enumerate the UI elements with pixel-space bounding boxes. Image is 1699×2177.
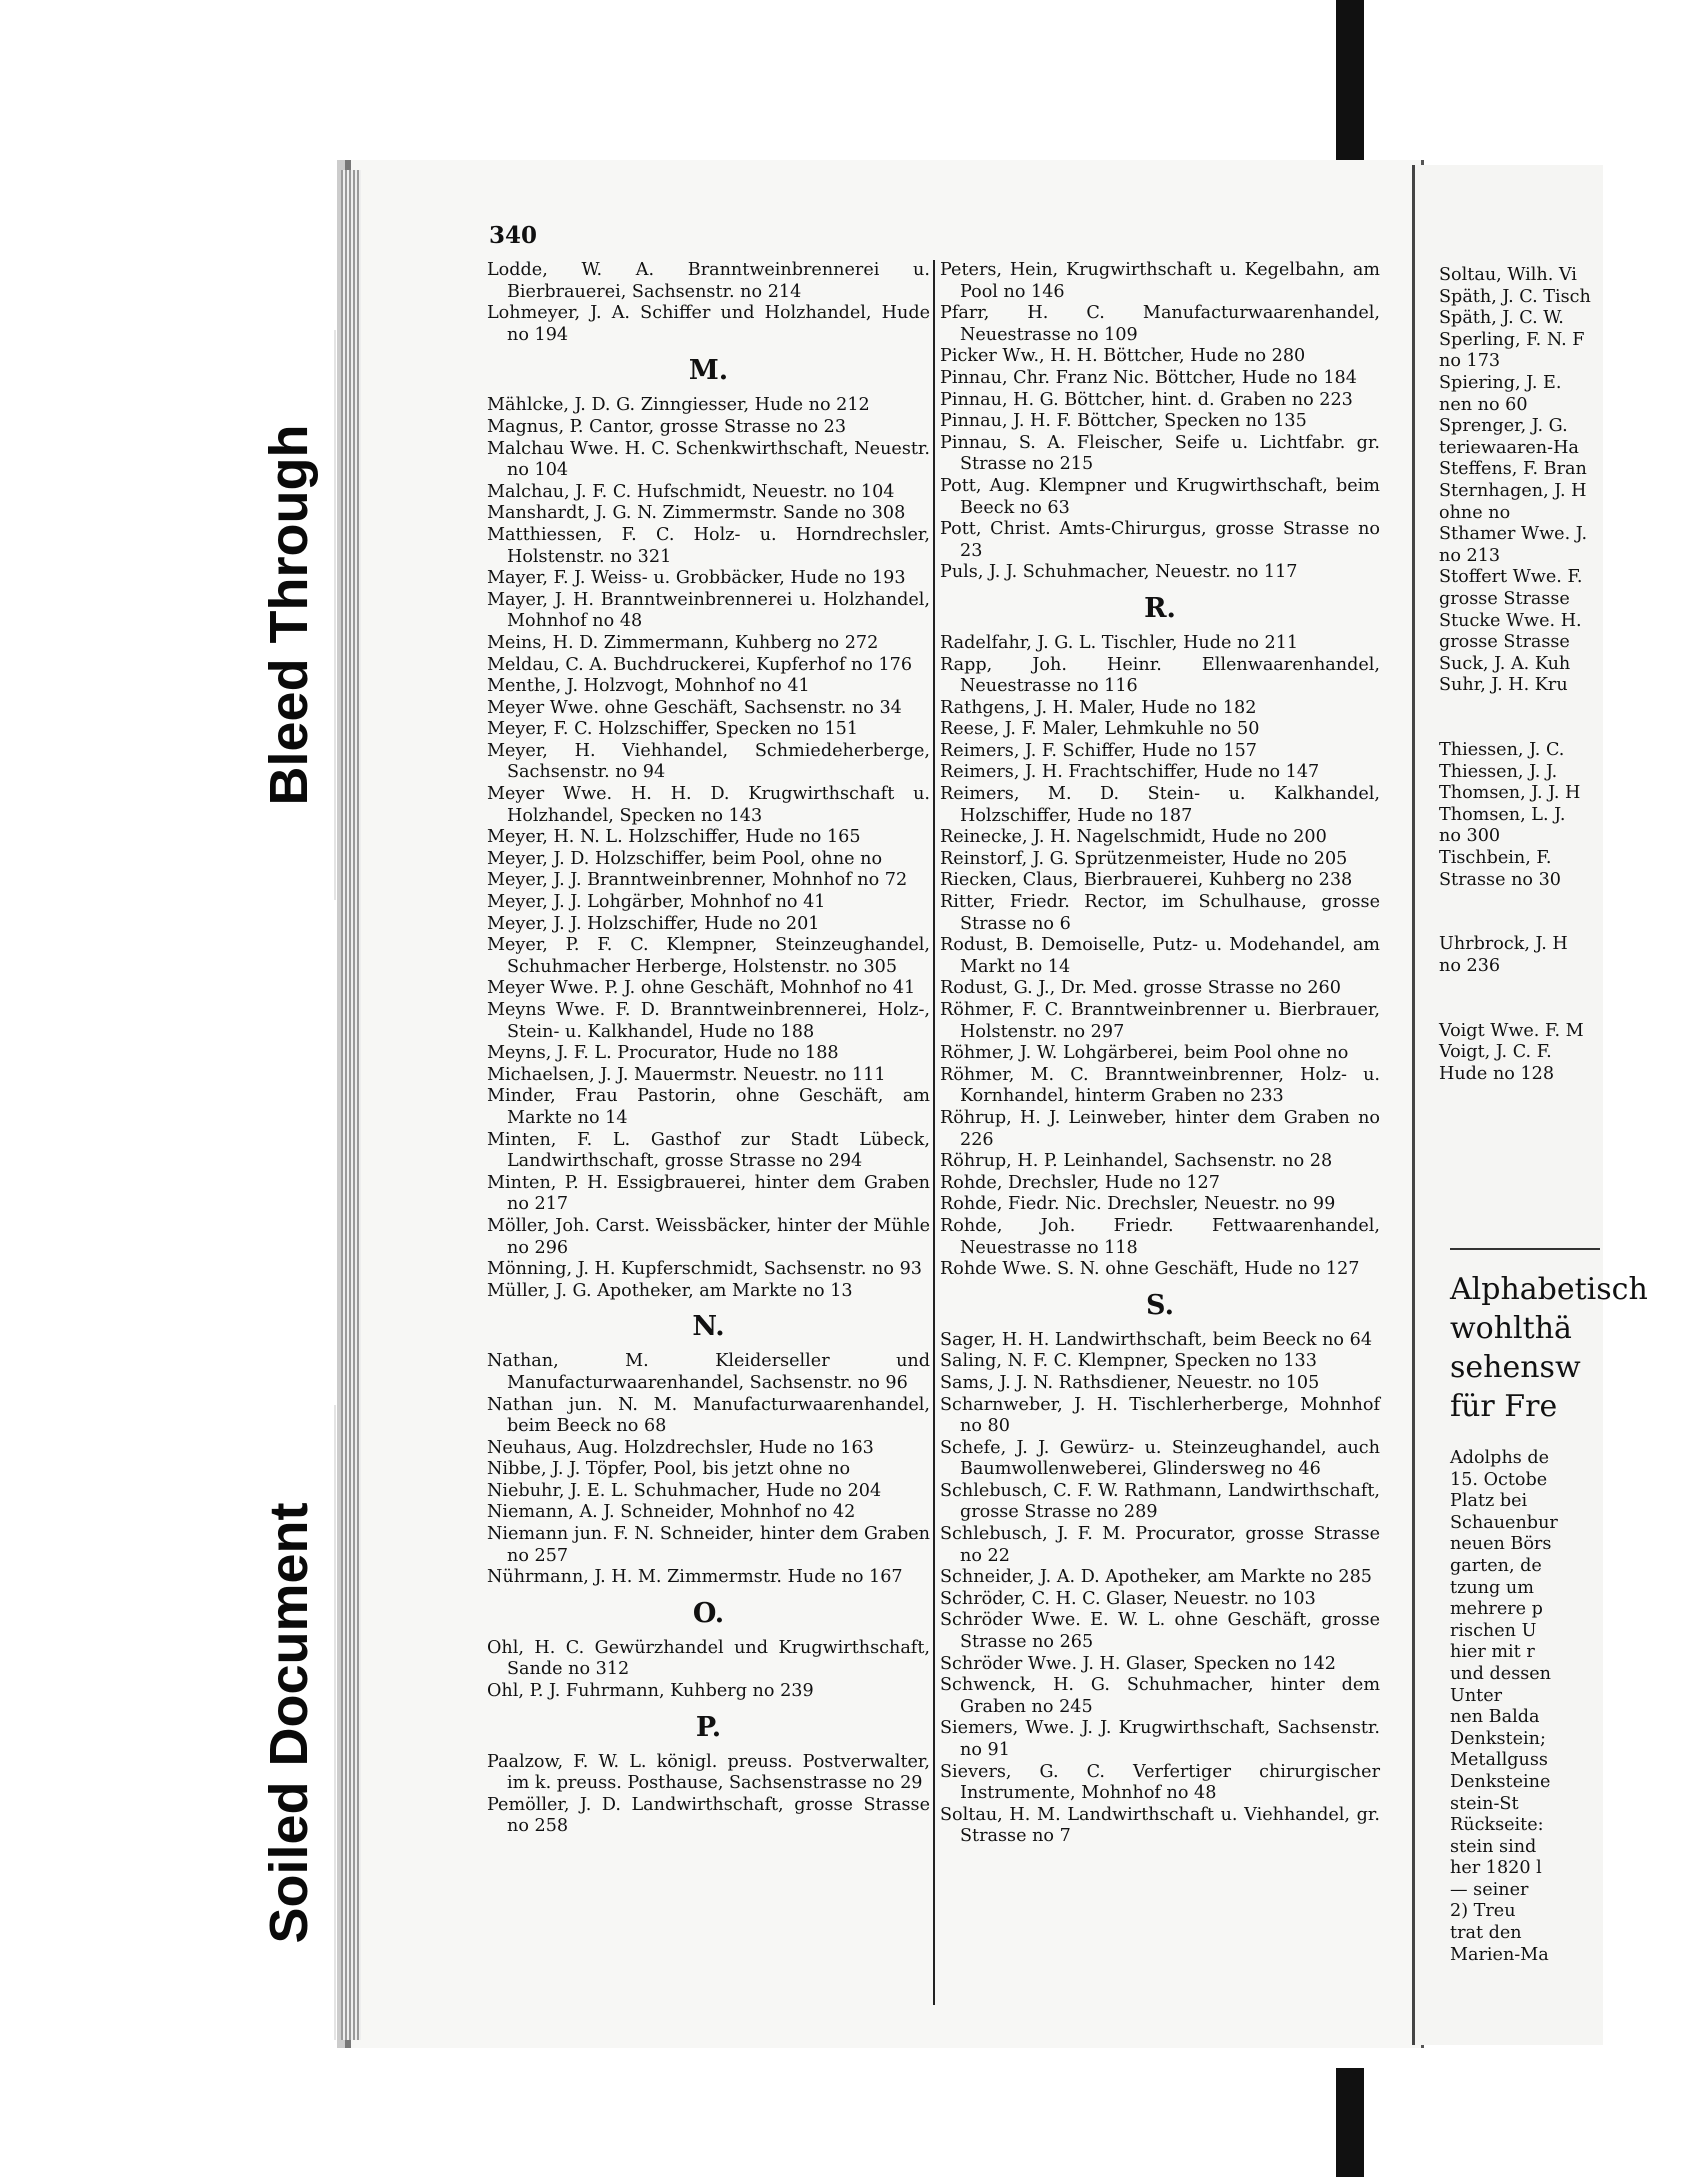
text-line: für Fre bbox=[1450, 1389, 1558, 1424]
text-line bbox=[1439, 718, 1699, 740]
text-line: Suck, J. A. Kuh bbox=[1439, 653, 1571, 674]
text-line bbox=[1439, 891, 1699, 913]
directory-entry: Neuhaus, Aug. Holzdrechsler, Hude no 163 bbox=[487, 1437, 874, 1458]
text-line: stein-St bbox=[1450, 1793, 1519, 1814]
directory-entry: Mayer, F. J. Weiss- u. Grobbäcker, Hude no 193 bbox=[487, 568, 906, 589]
text-line: Hude no 128 bbox=[1439, 1063, 1555, 1084]
directory-entry: Pinnau, J. H. F. Böttcher, Specken no 135 bbox=[940, 411, 1307, 432]
directory-entry: Niemann jun. F. N. Schneider, hinter dem Graben no 257 bbox=[487, 1524, 930, 1566]
section-heading bbox=[1450, 1270, 1650, 1426]
directory-entry: Pemöller, J. D. Landwirthschaft, grosse Strasse no 258 bbox=[487, 1794, 930, 1837]
directory-entry: Pinnau, S. A. Fleischer, Seife u. Lichtfabr. gr. Strasse no 215 bbox=[940, 432, 1380, 475]
directory-entry: Meyer Wwe. H. H. D. Krugwirthschaft u. Holzhandel, Specken no 143 bbox=[487, 784, 930, 826]
directory-entry: Meyer, H. N. L. Holzschiffer, Hude no 165 bbox=[487, 827, 861, 848]
directory-entry: Malchau, J. F. C. Hufschmidt, Neuestr. no 104 bbox=[487, 481, 895, 502]
text-line: Metallguss bbox=[1450, 1750, 1548, 1771]
section-letter: O. bbox=[692, 1597, 725, 1629]
text-line: Uhrbrock, J. H bbox=[1439, 934, 1568, 955]
page-edge bbox=[341, 170, 361, 2040]
directory-entry: Siemers, Wwe. J. J. Krugwirthschaft, Sachsenstr. no 91 bbox=[940, 1718, 1380, 1760]
directory-entry: Pinnau, Chr. Franz Nic. Böttcher, Hude no 184 bbox=[940, 367, 1357, 388]
soiled-document-label: Soiled Document bbox=[244, 1405, 336, 2040]
directory-entry: Pott, Aug. Klempner und Krugwirthschaft, beim Beeck no 63 bbox=[940, 475, 1380, 518]
directory-entry: Reimers, J. H. Frachtschiffer, Hude no 147 bbox=[940, 762, 1320, 783]
text-line: 15. Octobe bbox=[1450, 1469, 1548, 1490]
directory-entry: Niemann, A. J. Schneider, Mohnhof no 42 bbox=[487, 1502, 856, 1523]
directory-entry: Meyer, H. Viehhandel, Schmiedeherberge, Sachsenstr. no 94 bbox=[487, 740, 930, 783]
section-letter: P. bbox=[695, 1711, 722, 1743]
directory-entry: Meyer, P. F. C. Klempner, Steinzeughandel, Schuhmacher Herberge, Holstenstr. no 305 bbox=[487, 935, 930, 977]
text-line: — seiner bbox=[1450, 1879, 1529, 1900]
directory-entry: Meyns Wwe. F. D. Branntweinbrennerei, Holz-, Stein- u. Kalkhandel, Hude no 188 bbox=[487, 1000, 930, 1042]
text-line: Rückseite: bbox=[1450, 1815, 1544, 1836]
directory-entry: Meyer, J. J. Lohgärber, Mohnhof no 41 bbox=[487, 892, 826, 913]
directory-entry: Rohde Wwe. S. N. ohne Geschäft, Hude no 127 bbox=[940, 1259, 1360, 1280]
text-line: Stoffert Wwe. F. bbox=[1439, 567, 1583, 588]
directory-entry: Schlebusch, J. F. M. Procurator, grosse Strasse no 22 bbox=[940, 1524, 1380, 1566]
directory-entry: Michaelsen, J. J. Mauermstr. Neuestr. no 111 bbox=[487, 1064, 886, 1085]
directory-entry: Scharnweber, J. H. Tischlerherberge, Mohnhof no 80 bbox=[940, 1394, 1380, 1437]
text-line: Sternhagen, J. H bbox=[1439, 480, 1587, 501]
directory-entry: Mönning, J. H. Kupferschmidt, Sachsenstr. no 93 bbox=[487, 1259, 922, 1280]
directory-entry: Peters, Hein, Krugwirthschaft u. Kegelbahn, am Pool no 146 bbox=[940, 260, 1380, 302]
directory-entry: Lodde, W. A. Branntweinbrennerei u. Bierbrauerei, Sachsenstr. no 214 bbox=[487, 260, 930, 302]
directory-entry: Müller, J. G. Apotheker, am Markte no 13 bbox=[487, 1280, 853, 1301]
right-notes bbox=[1450, 1448, 1650, 1966]
text-line: Adolphs de bbox=[1450, 1448, 1550, 1468]
text-line bbox=[1439, 913, 1699, 935]
directory-entry: Ohl, P. J. Fuhrmann, Kuhberg no 239 bbox=[487, 1681, 814, 1702]
directory-entry: Lohmeyer, J. A. Schiffer und Holzhandel, Hude no 194 bbox=[487, 303, 930, 345]
text-line: neuen Börs bbox=[1450, 1534, 1552, 1555]
section-letter: R. bbox=[1144, 592, 1176, 624]
left-column bbox=[487, 260, 930, 1838]
directory-entry: Meyer Wwe. ohne Geschäft, Sachsenstr. no 34 bbox=[487, 697, 902, 718]
directory-entry: Schefe, J. J. Gewürz- u. Steinzeughandel, auch Baumwollenweberei, Glindersweg no 46 bbox=[940, 1437, 1380, 1480]
directory-entry: Meyer, J. J. Holzschiffer, Hude no 201 bbox=[487, 913, 820, 934]
text-line: Tischbein, F. bbox=[1439, 848, 1552, 869]
directory-entry: Pinnau, H. G. Böttcher, hint. d. Graben no 223 bbox=[940, 389, 1353, 410]
text-line: Unter bbox=[1450, 1685, 1503, 1706]
column-divider bbox=[933, 260, 935, 2005]
text-line: tzung um bbox=[1450, 1577, 1534, 1598]
directory-entry: Rodust, G. J., Dr. Med. grosse Strasse no 260 bbox=[940, 978, 1341, 999]
directory-entry: Ritter, Friedr. Rector, im Schulhause, grosse Strasse no 6 bbox=[940, 892, 1380, 934]
directory-entry: Rapp, Joh. Heinr. Ellenwaarenhandel, Neuestrasse no 116 bbox=[940, 654, 1380, 697]
directory-entry: Meyer, J. J. Branntweinbrenner, Mohnhof no 72 bbox=[487, 870, 908, 891]
directory-entry: Manshardt, J. G. N. Zimmermstr. Sande no 308 bbox=[487, 503, 906, 524]
directory-entry: Minten, P. H. Essigbrauerei, hinter dem Graben no 217 bbox=[487, 1172, 930, 1215]
text-line: trat den bbox=[1450, 1923, 1522, 1944]
page-number: 340 bbox=[489, 222, 538, 249]
text-line: wohlthä bbox=[1450, 1311, 1572, 1346]
directory-entry: Schlebusch, C. F. W. Rathmann, Landwirthschaft, grosse Strasse no 289 bbox=[940, 1480, 1380, 1523]
text-line: Strasse no 30 bbox=[1439, 869, 1561, 890]
text-line: garten, de bbox=[1450, 1555, 1542, 1576]
directory-entry: Minten, F. L. Gasthof zur Stadt Lübeck, Landwirthschaft, grosse Strasse no 294 bbox=[487, 1129, 930, 1172]
text-line: Alphabetisch bbox=[1450, 1272, 1648, 1307]
text-line: Steffens, F. Bran bbox=[1439, 459, 1587, 480]
text-line: no 173 bbox=[1439, 351, 1501, 372]
directory-entry: Nathan, M. Kleiderseller und Manufacturwaarenhandel, Sachsenstr. no 96 bbox=[487, 1351, 930, 1393]
text-line: sehensw bbox=[1450, 1350, 1581, 1385]
text-line: Voigt, J. C. F. bbox=[1439, 1042, 1552, 1063]
directory-entry: Meyer Wwe. P. J. ohne Geschäft, Mohnhof no 41 bbox=[487, 978, 916, 999]
text-line: ohne no bbox=[1439, 502, 1511, 523]
directory-entry: Pott, Christ. Amts-Chirurgus, grosse Strasse no 23 bbox=[940, 519, 1380, 561]
text-line: Stucke Wwe. H. bbox=[1439, 610, 1582, 631]
directory-entry: Menthe, J. Holzvogt, Mohnhof no 41 bbox=[487, 676, 810, 697]
directory-entry: Mayer, J. H. Branntweinbrennerei u. Holzhandel, Mohnhof no 48 bbox=[487, 589, 930, 632]
directory-entry: Röhmer, M. C. Branntweinbrenner, Holz- u. Kornhandel, hinterm Graben no 233 bbox=[940, 1064, 1380, 1107]
directory-entry: Soltau, H. M. Landwirthschaft u. Viehhandel, gr. Strasse no 7 bbox=[940, 1804, 1380, 1847]
text-line: Denkstein; bbox=[1450, 1728, 1546, 1749]
text-line: Spiering, J. E. bbox=[1439, 372, 1562, 393]
directory-entry: Reinecke, J. H. Nagelschmidt, Hude no 200 bbox=[940, 827, 1327, 848]
directory-entry: Reimers, M. D. Stein- u. Kalkhandel, Holzschiffer, Hude no 187 bbox=[940, 784, 1380, 826]
text-line: no 236 bbox=[1439, 956, 1501, 976]
directory-entry: Magnus, P. Cantor, grosse Strasse no 23 bbox=[487, 416, 847, 437]
text-line: Platz bei bbox=[1450, 1491, 1528, 1512]
text-line: Soltau, Wilh. Vi bbox=[1439, 265, 1577, 285]
directory-entry: Rohde, Fiedr. Nic. Drechsler, Neuestr. no 99 bbox=[940, 1194, 1336, 1215]
text-line: teriewaaren-Ha bbox=[1439, 437, 1579, 458]
scan-edge-bottom bbox=[1336, 2068, 1364, 2177]
directory-entry: Reinstorf, J. G. Sprützenmeister, Hude no 205 bbox=[940, 848, 1348, 869]
directory-entry: Paalzow, F. W. L. königl. preuss. Postverwalter, im k. preuss. Posthause, Sachsenstrasse no 29 bbox=[487, 1751, 930, 1794]
text-line: Späth, J. C. Tisch bbox=[1439, 286, 1591, 307]
directory-entry: Schröder Wwe. E. W. L. ohne Geschäft, grosse Strasse no 265 bbox=[940, 1610, 1380, 1653]
middle-column bbox=[940, 260, 1380, 1848]
text-line: no 300 bbox=[1439, 826, 1501, 847]
directory-entry: Minder, Frau Pastorin, ohne Geschäft, am Markte no 14 bbox=[487, 1086, 930, 1128]
text-line: rischen U bbox=[1450, 1620, 1537, 1641]
text-line: her 1820 l bbox=[1450, 1858, 1542, 1879]
text-line: Sperling, F. N. F bbox=[1439, 329, 1585, 350]
directory-entry: Röhmer, J. W. Lohgärberei, beim Pool ohne no bbox=[940, 1043, 1349, 1064]
text-line bbox=[1439, 978, 1699, 1000]
directory-entry: Rathgens, J. H. Maler, Hude no 182 bbox=[940, 697, 1257, 718]
section-letter: M. bbox=[688, 355, 729, 387]
text-line: mehrere p bbox=[1450, 1599, 1543, 1620]
directory-entry: Meyns, J. F. L. Procurator, Hude no 188 bbox=[487, 1043, 839, 1064]
text-line: Thiessen, J. C. bbox=[1439, 740, 1565, 761]
directory-entry: Meins, H. D. Zimmermann, Kuhberg no 272 bbox=[487, 632, 879, 653]
text-line: Voigt Wwe. F. M bbox=[1439, 1020, 1584, 1041]
directory-entry: Sager, H. H. Landwirthschaft, beim Beeck no 64 bbox=[940, 1329, 1373, 1350]
text-line: grosse Strasse bbox=[1439, 588, 1570, 609]
text-line: hier mit r bbox=[1450, 1642, 1535, 1663]
directory-entry: Meldau, C. A. Buchdruckerei, Kupferhof no 176 bbox=[487, 654, 913, 675]
text-line: nen no 60 bbox=[1439, 394, 1528, 415]
directory-entry: Nibbe, J. J. Töpfer, Pool, bis jetzt ohne no bbox=[487, 1459, 851, 1480]
directory-entry: Ohl, H. C. Gewürzhandel und Krugwirthschaft, Sande no 312 bbox=[487, 1637, 930, 1680]
directory-entry: Picker Ww., H. H. Böttcher, Hude no 280 bbox=[940, 346, 1306, 367]
directory-entry: Sievers, G. C. Verfertiger chirurgischer Instrumente, Mohnhof no 48 bbox=[940, 1761, 1380, 1804]
text-line: Thomsen, L. J. bbox=[1439, 804, 1566, 825]
directory-entry: Schwenck, H. G. Schuhmacher, hinter dem Graben no 245 bbox=[940, 1675, 1380, 1717]
directory-entry: Nathan jun. N. M. Manufacturwaarenhandel, beim Beeck no 68 bbox=[487, 1394, 930, 1437]
text-line: Späth, J. C. W. bbox=[1439, 308, 1564, 329]
text-line: Thomsen, J. J. H bbox=[1439, 783, 1581, 804]
right-column bbox=[1439, 265, 1699, 1086]
directory-entry: Rohde, Joh. Friedr. Fettwaarenhandel, Neuestrasse no 118 bbox=[940, 1215, 1380, 1258]
text-line: Denksteine bbox=[1450, 1771, 1551, 1792]
directory-entry: Röhrup, H. P. Leinhandel, Sachsenstr. no 28 bbox=[940, 1151, 1333, 1172]
directory-entry: Meyer, J. D. Holzschiffer, beim Pool, ohne no bbox=[487, 848, 883, 869]
text-line: Marien-Ma bbox=[1450, 1944, 1549, 1965]
directory-entry: Röhmer, F. C. Branntweinbrenner u. Bierbrauer, Holstenstr. no 297 bbox=[940, 1000, 1380, 1042]
directory-entry: Niebuhr, J. E. L. Schuhmacher, Hude no 204 bbox=[487, 1480, 882, 1501]
directory-entry: Schröder Wwe. J. H. Glaser, Specken no 142 bbox=[940, 1653, 1337, 1674]
section-letter: S. bbox=[1146, 1289, 1174, 1321]
text-line: Thiessen, J. J. bbox=[1439, 761, 1558, 782]
directory-entry: Nührmann, J. H. M. Zimmermstr. Hude no 167 bbox=[487, 1567, 903, 1588]
directory-entry: Matthiessen, F. C. Holz- u. Horndrechsler, Holstenstr. no 321 bbox=[487, 524, 930, 567]
text-line bbox=[1439, 697, 1699, 719]
directory-entry: Radelfahr, J. G. L. Tischler, Hude no 211 bbox=[940, 632, 1299, 653]
text-line bbox=[1439, 999, 1699, 1021]
directory-entry: Mählcke, J. D. G. Zinngiesser, Hude no 212 bbox=[487, 395, 870, 416]
directory-entry: Möller, Joh. Carst. Weissbäcker, hinter der Mühle no 296 bbox=[487, 1215, 930, 1258]
bleed-through-label: Bleed Through bbox=[244, 330, 336, 900]
directory-entry: Reimers, J. F. Schiffer, Hude no 157 bbox=[940, 740, 1258, 761]
directory-entry: Riecken, Claus, Bierbrauerei, Kuhberg no 238 bbox=[940, 870, 1353, 891]
directory-entry: Röhrup, H. J. Leinweber, hinter dem Graben no 226 bbox=[940, 1107, 1380, 1150]
directory-entry: Schneider, J. A. D. Apotheker, am Markte no 285 bbox=[940, 1567, 1372, 1588]
directory-entry: Puls, J. J. Schuhmacher, Neuestr. no 117 bbox=[940, 562, 1298, 583]
directory-entry: Saling, N. F. C. Klempner, Specken no 133 bbox=[940, 1351, 1317, 1372]
text-line: Sthamer Wwe. J. bbox=[1439, 524, 1588, 545]
text-line: und dessen bbox=[1450, 1663, 1551, 1684]
directory-entry: Pfarr, H. C. Manufacturwaarenhandel, Neuestrasse no 109 bbox=[940, 303, 1380, 345]
directory-entry: Sams, J. J. N. Rathsdiener, Neuestr. no 105 bbox=[940, 1372, 1320, 1393]
scan-edge-top bbox=[1336, 0, 1364, 160]
text-line: Schauenbur bbox=[1450, 1512, 1558, 1533]
directory-entry: Rodust, B. Demoiselle, Putz- u. Modehandel, am Markt no 14 bbox=[940, 935, 1380, 977]
directory-entry: Reese, J. F. Maler, Lehmkuhle no 50 bbox=[940, 719, 1260, 740]
text-line: grosse Strasse bbox=[1439, 632, 1570, 653]
text-line: Suhr, J. H. Kru bbox=[1439, 675, 1568, 696]
directory-entry: Meyer, F. C. Holzschiffer, Specken no 151 bbox=[487, 719, 859, 740]
directory-entry: Rohde, Drechsler, Hude no 127 bbox=[940, 1172, 1220, 1193]
text-line: Sprenger, J. G. bbox=[1439, 416, 1568, 437]
text-line: no 213 bbox=[1439, 545, 1501, 566]
directory-entry: Malchau Wwe. H. C. Schenkwirthschaft, Neuestr. no 104 bbox=[487, 438, 930, 481]
text-line: nen Balda bbox=[1450, 1707, 1540, 1728]
text-line: stein sind bbox=[1450, 1836, 1537, 1857]
text-line: 2) Treu bbox=[1450, 1901, 1516, 1922]
section-rule bbox=[1450, 1248, 1600, 1250]
directory-entry: Schröder, C. H. C. Glaser, Neuestr. no 103 bbox=[940, 1588, 1316, 1609]
section-letter: N. bbox=[692, 1311, 725, 1343]
